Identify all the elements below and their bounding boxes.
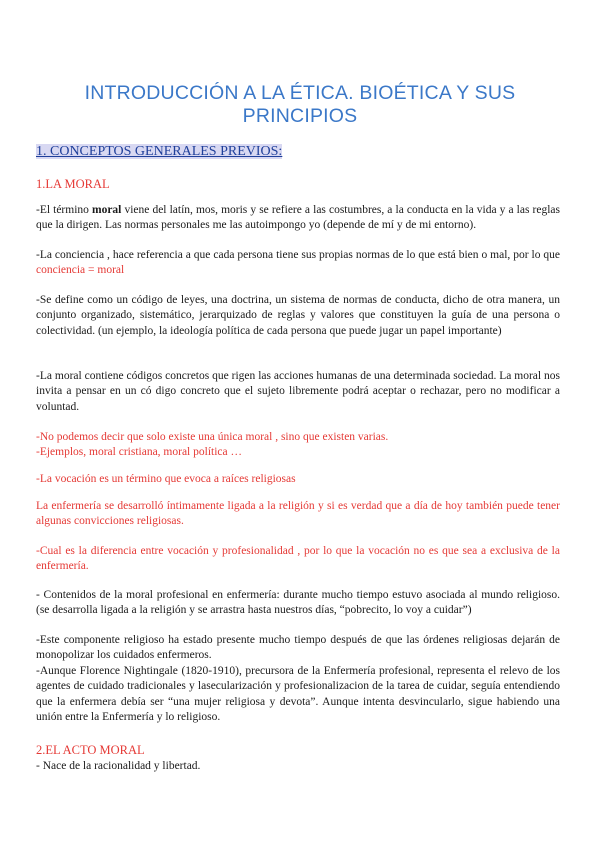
section-heading — [36, 143, 282, 161]
highlighted-equation: conciencia = moral — [36, 264, 125, 277]
paragraph-vocacion: -La vocación es un término que evoca a raíces religiosas — [36, 473, 296, 485]
section-heading-text: 1. CONCEPTOS GENERALES PREVIOS: — [36, 144, 283, 159]
paragraph-nightingale: -Aunque Florence Nightingale (1820-1910), precursora de la Enfermería profesional, representa el relevo de los agentes de cuidado tradicionales y lasecularización y profesionalizacion de la tarea de cuidar, seguía entendiendo que la enfermera debía ser “una mujer religiosa y devota”. Aunque intenta desvincularlo, sigue habiendo una unión entre la Enfermería y lo religioso. — [36, 665, 560, 723]
paragraph-line: -Ejemplos, moral cristiana, moral política … — [36, 446, 242, 459]
paragraph-moral-definition — [36, 203, 560, 234]
title-line-2: PRINCIPIOS — [242, 105, 358, 127]
paragraph-line: -No podemos decir que solo existe una única moral , sino que existen varias. — [36, 431, 389, 443]
paragraph-componente-religioso: -Este componente religioso ha estado presente mucho tiempo después de que las órdenes religiosas dejarán de monopolizar los cuidados enfermeros. — [36, 634, 560, 662]
paragraph-racionalidad: - Nace de la racionalidad y libertad. — [36, 760, 201, 772]
subsection-heading-moral: 1.LA MORAL — [36, 177, 110, 191]
subsection-heading-acto-moral: 2.EL ACTO MORAL — [36, 743, 145, 757]
paragraph-text: -La conciencia , hace referencia a que cada persona tiene sus propias normas de lo que está bien o mal, por lo que — [36, 249, 560, 261]
title-line-1: INTRODUCCIÓN A LA ÉTICA. BIOÉTICA Y SUS — [84, 82, 516, 104]
paragraph-text: -El término — [36, 204, 92, 216]
paragraph-varias-morales — [36, 430, 560, 461]
paragraph-codigos-concretos: -La moral contiene códigos concretos que rigen las acciones humanas de una determinada sociedad. La moral nos invita a pensar en un có digo concreto que el sujeto libremente podrá aceptar o rechazar, pero no modificar a voluntad. — [36, 370, 560, 413]
paragraph-codigo: -Se define como un código de leyes, una doctrina, un sistema de normas de conducta, dicho de otra manera, un conjunto organizado, sistemático, jerarquizado de reglas y valores que constituyen la guía de una persona o colectividad. (un ejemplo, la ideología política de cada persona que puede jugar un papel importante) — [36, 294, 560, 337]
paragraph-enfermeria-religion: La enfermería se desarrolló íntimamente ligada a la religión y si es verdad que a día de hoy también puede tener algunas convicciones religiosas. — [36, 500, 560, 528]
bold-term: moral — [91, 204, 122, 216]
document-title — [60, 82, 540, 128]
paragraph-moral-profesional: - Contenidos de la moral profesional en enfermería: durante mucho tiempo estuvo asociada al mundo religioso. (se desarrolla ligada a la religión y se arrastra hasta nuestros días, “pobrecito, lo voy a cuidar”) — [36, 589, 560, 617]
paragraph-vocacion-profesionalidad: -Cual es la diferencia entre vocación y profesionalidad , por lo que la vocación no es que sea a exclusiva de la enfermería. — [36, 545, 560, 573]
paragraph-text: viene del latín, mos, moris y se refiere a las costumbres, a la conducta en la vida y a las reglas que la dirigen. Las normas personales me las autoimpongo yo (depende de mí y de mi entorno). — [36, 204, 560, 232]
paragraph-conciencia — [36, 248, 560, 279]
